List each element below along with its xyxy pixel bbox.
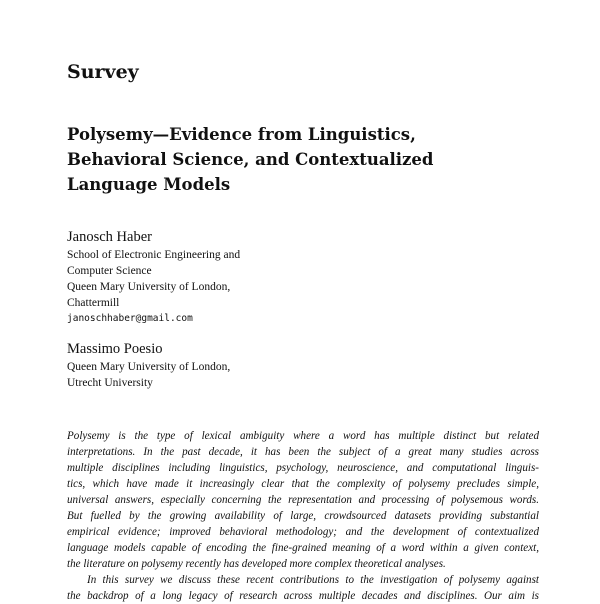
abstract-line: the backdrop of a long legacy of research across multiple decades and disciplines. Our aim is <box>67 590 539 602</box>
author-name: Massimo Poesio <box>67 341 163 357</box>
abstract <box>67 428 539 604</box>
abstract-line: empirical evidence; improved behavioral methodology; and the development of contextualized <box>67 526 539 538</box>
abstract-line: But fuelled by the growing availability of large, crowdsourced datasets providing substantial <box>67 510 539 522</box>
author-affiliation-line: Queen Mary University of London, <box>67 361 231 373</box>
title-line: Language Models <box>67 175 231 194</box>
paper-title <box>67 122 537 197</box>
abstract-line: the literature on polysemy recently has developed more complex theoretical analyses. <box>67 558 446 570</box>
author-affiliation-line: School of Electronic Engineering and <box>67 249 241 261</box>
author-affiliation-line: Chattermill <box>67 297 120 309</box>
abstract-line: universal answers, especially concerning the representation and processing of polysemous words. <box>67 494 539 506</box>
abstract-line: tics, which have made it increasingly clear that the complexity of polysemy precludes simple, <box>67 478 539 490</box>
abstract-line: language models capable of encoding the fine-grained meaning of a word within a given context, <box>67 542 539 554</box>
author-affiliation-line: Queen Mary University of London, <box>67 281 231 293</box>
abstract-line: Polysemy is the type of lexical ambiguity where a word has multiple distinct but related <box>67 430 539 442</box>
author-name: Janosch Haber <box>67 229 152 245</box>
author-block <box>67 340 467 391</box>
section-label: Survey <box>67 61 139 83</box>
abstract-line: multiple disciplines including linguistics, psychology, neuroscience, and computational linguis- <box>67 462 539 474</box>
author-block <box>67 228 467 327</box>
title-line: Behavioral Science, and Contextualized <box>67 150 434 169</box>
abstract-line: interpretations. In the past decade, it has been the subject of a great many studies across <box>67 446 539 458</box>
author-affiliation-line: Computer Science <box>67 265 152 277</box>
abstract-line: In this survey we discuss these recent contributions to the investigation of polysemy against <box>87 574 539 586</box>
title-line: Polysemy—Evidence from Linguistics, <box>67 125 416 144</box>
author-affiliation-line: Utrecht University <box>67 377 153 389</box>
author-email: janoschhaber@gmail.com <box>67 313 193 324</box>
